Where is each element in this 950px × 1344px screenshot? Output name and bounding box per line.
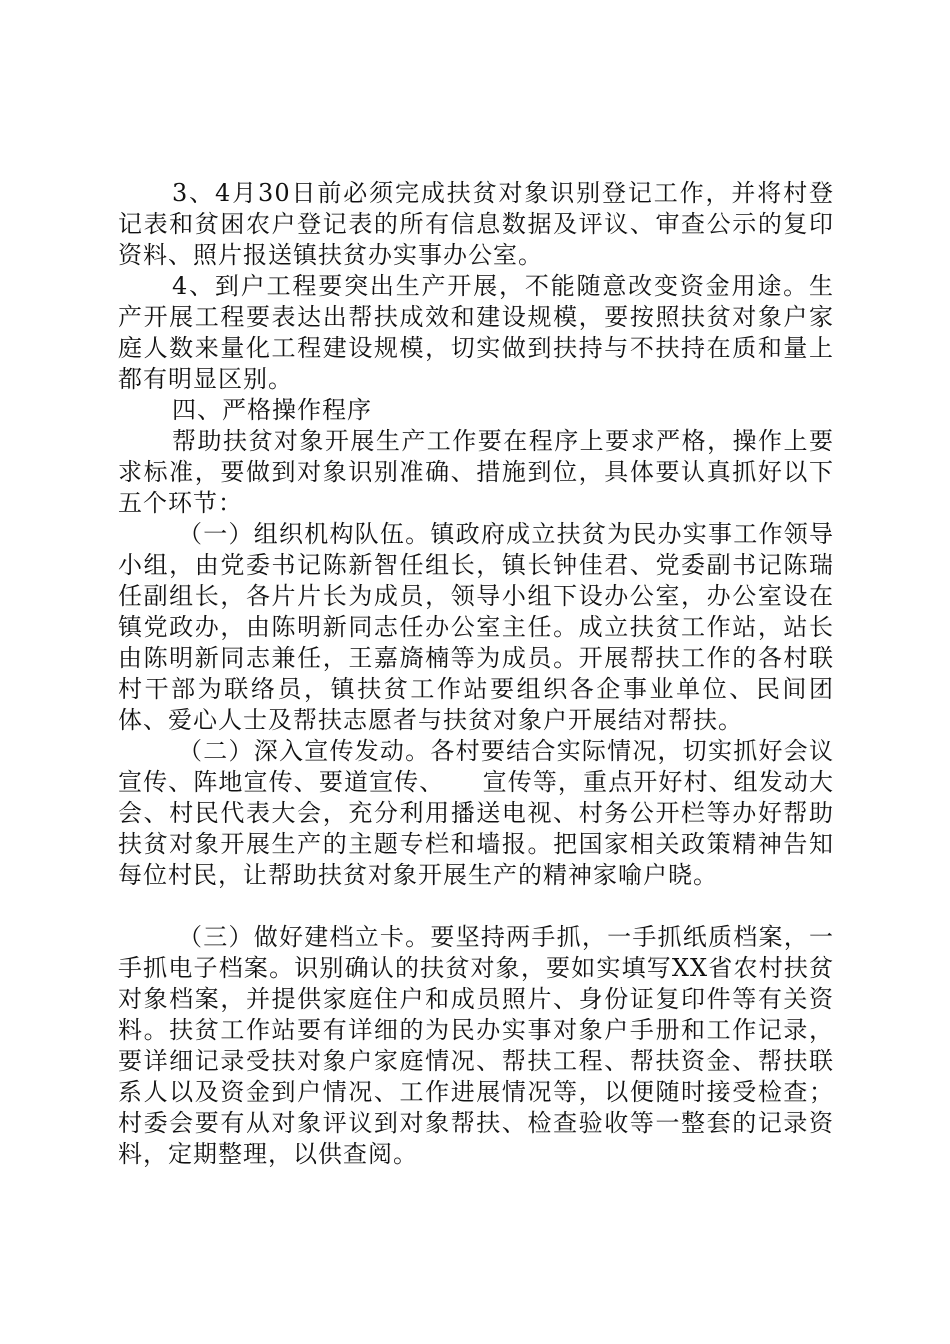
paragraph-item-4: 4、到户工程要突出生产开展，不能随意改变资金用途。生产开展工程要表达出帮扶成效和建设规模，要按照扶贫对象户家庭人数来量化工程建设规模，切实做到扶持与不扶持在质和量上都有明显区别。	[118, 272, 834, 393]
paragraph-step-1: （一）组织机构队伍。镇政府成立扶贫为民办实事工作领导小组，由党委书记陈新智任组长，镇长钟佳君、党委副书记陈瑞任副组长，各片片长为成员，领导小组下设办公室，办公室设在镇党政办，由陈明新同志任办公室主任。成立扶贫工作站，站长由陈明新同志兼任，王嘉旖楠等为成员。开展帮扶工作的各村联村干部为联络员，镇扶贫工作站要组织各企事业单位、民间团体、爱心人士及帮扶志愿者与扶贫对象户开展结对帮扶。	[118, 520, 834, 734]
paragraph-gap	[118, 891, 834, 922]
paragraph-intro: 帮助扶贫对象开展生产工作要在程序上要求严格，操作上要求标准，要做到对象识别准确、措施到位，具体要认真抓好以下五个环节：	[118, 427, 834, 517]
paragraph-step-3: （三）做好建档立卡。要坚持两手抓，一手抓纸质档案，一手抓电子档案。识别确认的扶贫对象，要如实填写XX省农村扶贫对象档案，并提供家庭住户和成员照片、身份证复印件等有关资料。扶贫工作站要有详细的为民办实事对象户手册和工作记录，要详细记录受扶对象户家庭情况、帮扶工程、帮扶资金、帮扶联系人以及资金到户情况、工作进展情况等，以便随时接受检查；村委会要有从对象评议到对象帮扶、检查验收等一整套的记录资料，定期整理，以供查阅。	[118, 923, 834, 1168]
paragraph-item-3: 3、4月30日前必须完成扶贫对象识别登记工作，并将村登记表和贫困农户登记表的所有信息数据及评议、审查公示的复印资料、照片报送镇扶贫办实事办公室。	[118, 179, 834, 269]
document-body	[118, 178, 834, 1170]
paragraph-step-2: （二）深入宣传发动。各村要结合实际情况，切实抓好会议宣传、阵地宣传、要道宣传、 宣传等，重点开好村、组发动大会、村民代表大会，充分利用播送电视、村务公开栏等办好帮助扶贫对象开展生产的主题专栏和墙报。把国家相关政策精神告知每位村民，让帮助扶贫对象开展生产的精神家喻户晓。	[118, 737, 834, 889]
section-heading-4: 四、严格操作程序	[172, 396, 372, 424]
